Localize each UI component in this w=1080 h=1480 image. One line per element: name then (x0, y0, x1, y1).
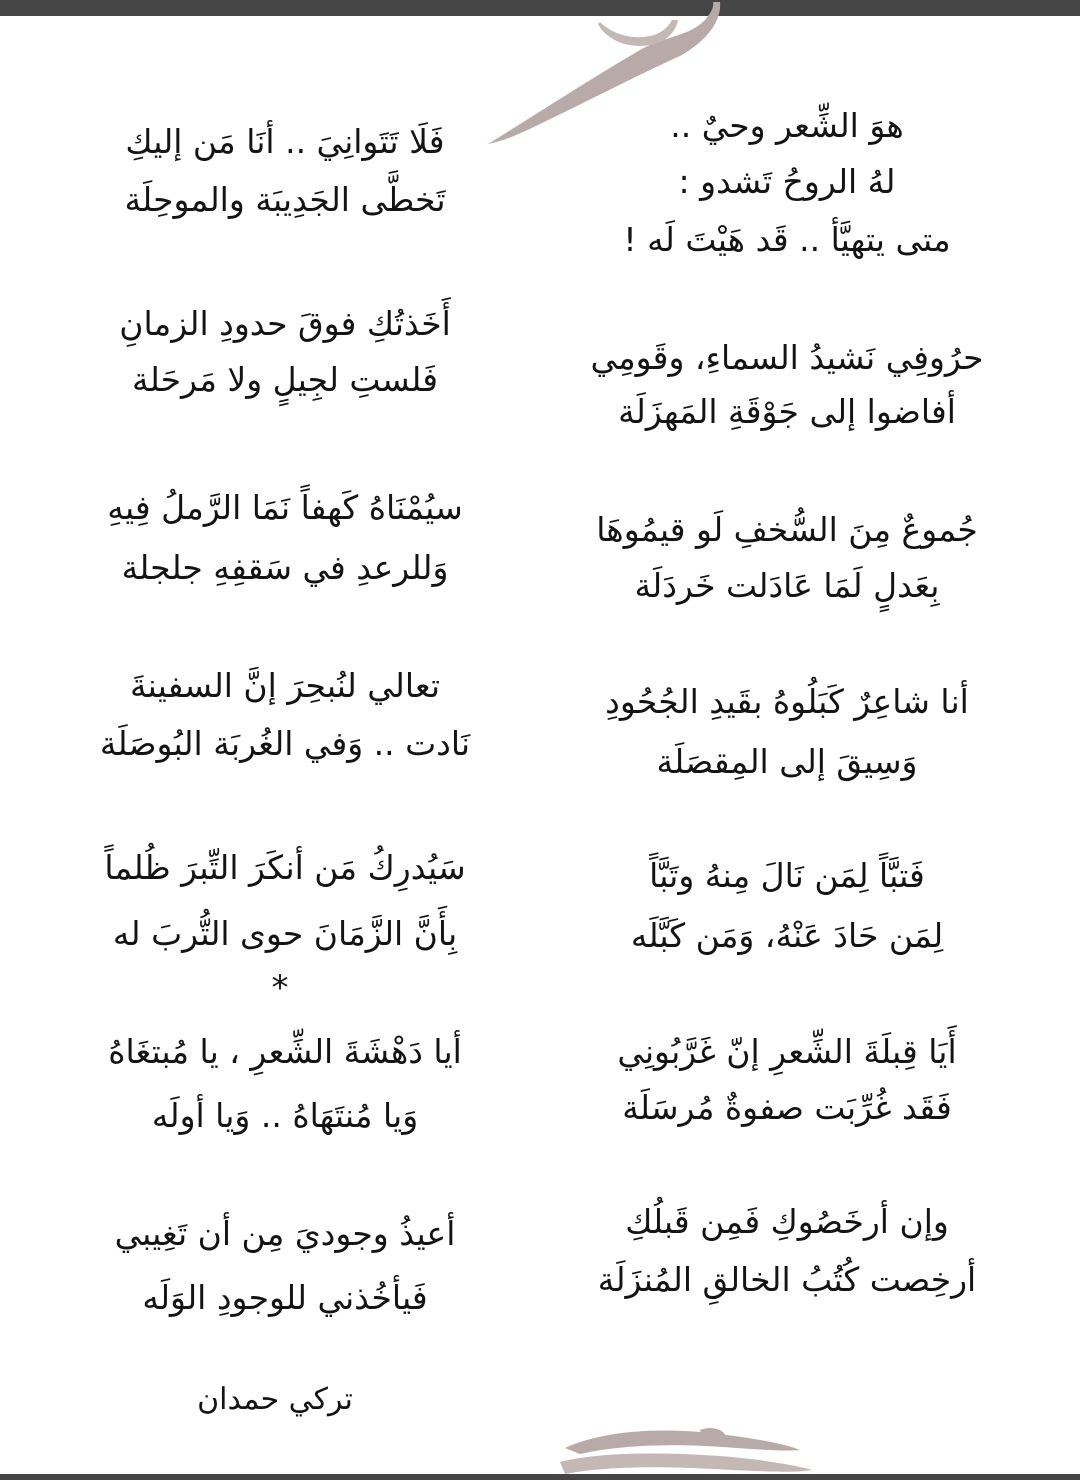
verse-line: أرخِصت كُتُبُ الخالقِ المُنزَلَة (597, 1260, 977, 1299)
verse-line: جُموعٌ مِنَ السُّخفِ لَو قيمُوهَا (596, 510, 978, 549)
bottom-bar (0, 1474, 1080, 1480)
verse-line: فَتبَّاً لِمَن نَالَ مِنهُ وتَبَّاً (649, 856, 925, 895)
verse-line: وَللرعدِ في سَقفِهِ جلجلة (121, 548, 449, 587)
verse-line: حرُوفِي نَشيدُ السماءِ، وقَومِي (590, 338, 984, 377)
verse-line: متى يتهيَّأ .. قَد هَيْتَ لَه ! (623, 220, 951, 259)
verse-line: لِمَن حَادَ عَنْهُ، وَمَن كَبَّلَه (630, 916, 944, 955)
verse-line: فَقَد غُرِّبَت صفوةٌ مُرسَلَة (622, 1088, 952, 1127)
verse-line: أنا شاعِرٌ كَبَلُوهُ بقَيدِ الجُحُودِ (605, 682, 969, 721)
author-signature: تركي حمدان (197, 1382, 353, 1417)
verse-line: أعيذُ وجوديَ مِن أن تَغِيبي (114, 1214, 456, 1253)
verse-line: هوَ الشِّعر وحيٌ .. (670, 106, 904, 145)
verse-line: أَيَا قِبلَةَ الشِّعرِ إنّ غَرَّبُونِي (617, 1032, 957, 1071)
verse-line: فَلَا تَتَوانِيَ .. أنَا مَن إليكِ (125, 122, 445, 161)
verse-line: وَيا مُنتَهَاهُ .. وَيا أولَه (151, 1096, 419, 1135)
verse-line: سَيُدرِكُ مَن أنكَرَ التِّبرَ ظُلماً (104, 848, 466, 887)
verse-line: أيا دَهْشَةَ الشِّعرِ ، يا مُبتغَاهُ (108, 1032, 462, 1071)
verse-line: نَادت .. وَفي الغُربَة البُوصَلَة (99, 724, 471, 763)
verse-line: وإن أرخَصُوكِ فَمِن قَبلُكِ (625, 1202, 949, 1241)
verse-line: أفاضوا إلى جَوْقَةِ المَهزَلَة (618, 392, 956, 431)
verse-line: فَيأخُذني للوجودِ الوَلَه (142, 1278, 428, 1317)
poem-right-column (552, 0, 1022, 1480)
verse-line: وَسِيقَ إلى المِقصَلَة (656, 742, 918, 781)
verse-line: بِأَنَّ الزَّمَانَ حوى التُّربَ له (112, 914, 458, 953)
verse-line: سيُمْنَاهُ كَهفاً نَمَا الرَّملُ فِيهِ (107, 488, 463, 527)
verse-line: تَخطَّى الجَدِيبَة والموحِلَة (124, 180, 446, 219)
section-separator: * (271, 968, 289, 1008)
verse-line: بِعَدلٍ لَمَا عَادَلت خَردَلَة (634, 566, 940, 605)
verse-line: فَلستِ لجِيلٍ ولا مَرحَلة (132, 360, 438, 399)
verse-line: أَخَذتُكِ فوقَ حدودِ الزمانِ (119, 304, 451, 343)
verse-line: لهُ الروحُ تَشدو : (678, 162, 896, 201)
verse-line: تعالي لنُبحِرَ إنَّ السفينةَ (129, 666, 441, 705)
poem-left-column (60, 0, 510, 1480)
